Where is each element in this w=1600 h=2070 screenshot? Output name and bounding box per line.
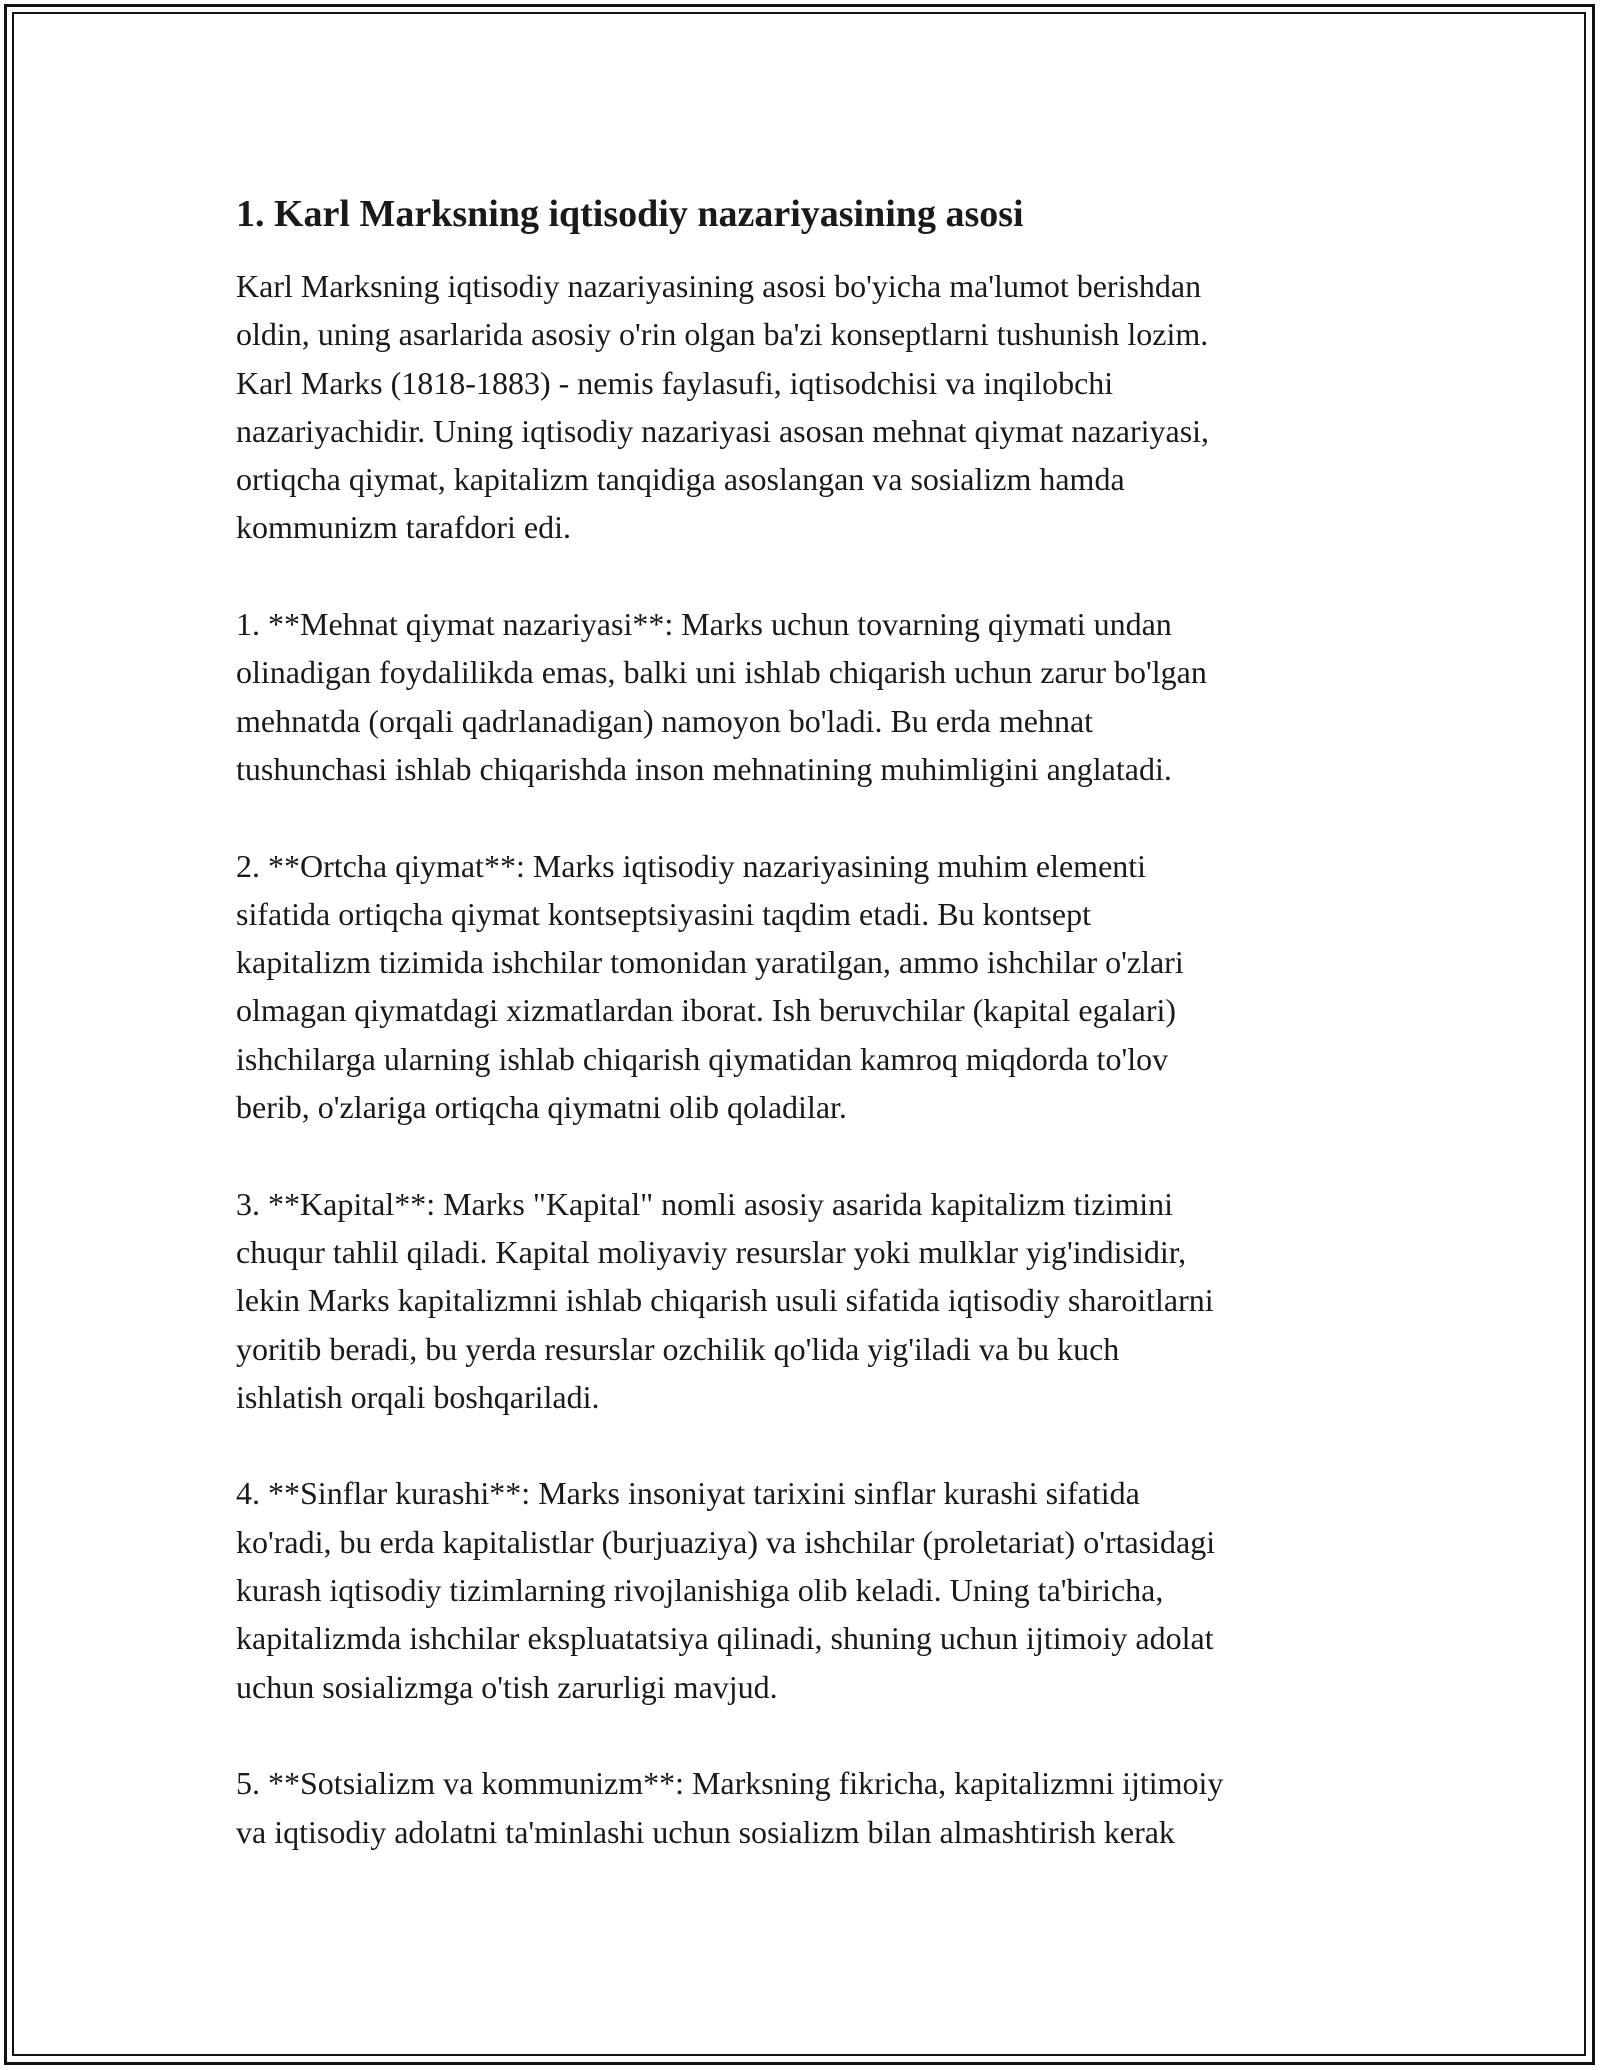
document-title: 1. Karl Marksning iqtisodiy nazariyasining asosi (236, 193, 1024, 235)
paragraph-socialism-communism: 5. **Sotsializm va kommunizm**: Marksning fikricha, kapitalizmni ijtimoiy va iqtisodiy adolatni ta'minlashi uchun sosializm bilan almashtirish kerak (236, 1765, 1224, 1850)
paragraph-class-struggle: 4. **Sinflar kurashi**: Marks insoniyat tarixini sinflar kurashi sifatida ko'radi, bu erda kapitalistlar (burjuaziya) va ishchilar (proletariat) o'rtasidagi kurash iqtisodiy tizimlarning rivojlanishiga olib keladi. Uning ta'biricha, kapitalizmda ishchilar ekspluatatsiya qilinadi, shuning uchun ijtimoiy adolat uchun sosializmga o'tish zarurligi mavjud. (236, 1475, 1216, 1705)
paragraph-surplus-value: 2. **Ortcha qiymat**: Marks iqtisodiy nazariyasining muhim elementi sifatida ortiqcha qiymat kontseptsiyasini taqdim etadi. Bu kontsept kapitalizm tizimida ishchilar tomonidan yaratilgan, ammo ishchilar o'zlari olmagan qiymatdagi xizmatlardan iborat. Ish beruvchilar (kapital egalari) ishchilarga ularning ishlab chiqarish qiymatidan kamroq miqdorda to'lov berib, o'zlariga ortiqcha qiymatni olib qoladilar. (236, 847, 1184, 1126)
document-body (236, 190, 1366, 1856)
paragraph-capital: 3. **Kapital**: Marks "Kapital" nomli asosiy asarida kapitalizm tizimini chuqur tahlil qiladi. Kapital moliyaviy resurslar yoki mulklar yig'indisidir, lekin Marks kapitalizmni ishlab chiqarish usuli sifatida iqtisodiy sharoitlarni yoritib beradi, bu yerda resurslar ozchilik qo'lida yig'iladi va bu kuch ishlatish orqali boshqariladi. (236, 1185, 1214, 1415)
paragraph-labor-value-theory: 1. **Mehnat qiymat nazariyasi**: Marks uchun tovarning qiymati undan olinadigan foydalilikda emas, balki uni ishlab chiqarish uchun zarur bo'lgan mehnatda (orqali qadrlanadigan) namoyon bo'ladi. Bu erda mehnat tushunchasi ishlab chiqarishda inson mehnatining muhimligini anglatadi. (236, 606, 1207, 787)
intro-paragraph: Karl Marksning iqtisodiy nazariyasining asosi bo'yicha ma'lumot berishdan oldin, uning asarlarida asosiy o'rin olgan ba'zi konseptlarni tushunish lozim. Karl Marks (1818-1883) - nemis faylasufi, iqtisodchisi va inqilobchi nazariyachidir. Uning iqtisodiy nazariyasi asosan mehnat qiymat nazariyasi, ortiqcha qiymat, kapitalizm tanqidiga asoslangan va sosializm hamda kommunizm tarafdori edi. (236, 268, 1210, 546)
